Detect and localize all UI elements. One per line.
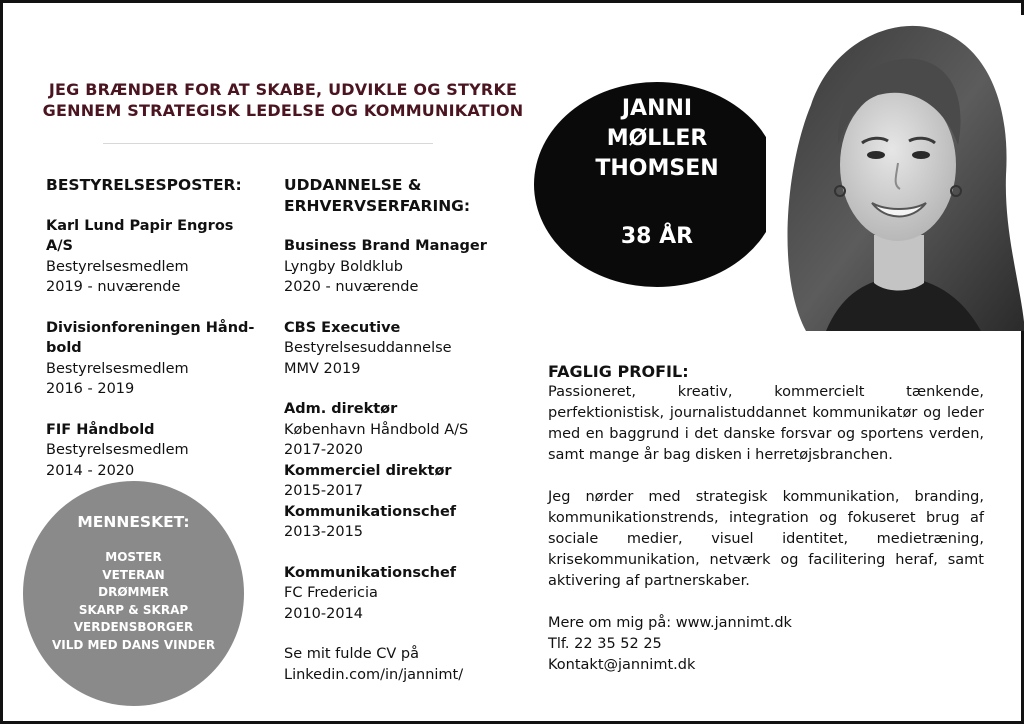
trait-item: VETERAN [102, 567, 165, 582]
education-heading: UDDANNELSE & [284, 176, 422, 194]
portrait-illustration [766, 15, 1024, 331]
experience-detail: 2015-2017 [284, 483, 364, 499]
board-org: FIF Håndbold [46, 421, 155, 438]
profile-heading: FAGLIG PROFIL: [548, 362, 689, 381]
tagline-line-2: GENNEM STRATEGISK LEDELSE OG KOMMUNIKATION [42, 101, 524, 120]
board-entry [46, 216, 261, 298]
board-org: Karl Lund Papir Engros A/S [46, 217, 234, 254]
contact-email[interactable]: Kontakt@jannimt.dk [548, 657, 696, 673]
experience-title: Adm. direktør [284, 401, 398, 417]
trait-item: VERDENSBORGER [73, 620, 194, 634]
tagline-line-1: JEG BRÆNDER FOR AT SKABE, UDVIKLE OG STYRKE [48, 80, 518, 99]
trait-item: DRØMMER [98, 585, 169, 599]
name-line: JANNI [621, 96, 693, 121]
experience-title: Kommunikationschef [284, 503, 457, 520]
human-title: MENNESKET: [77, 513, 190, 531]
profile-section [548, 361, 984, 676]
board-org: Divisionforeningen Hånd- [46, 319, 255, 336]
education-heading: ERHVERVSERFARING: [284, 196, 471, 215]
experience-title: CBS Executive [284, 319, 401, 336]
board-org: bold [46, 340, 82, 356]
board-entry [46, 420, 261, 482]
experience-title: Kommerciel direktør [284, 462, 452, 479]
experience-detail: Lyngby Boldklub [284, 258, 403, 275]
name-line: MØLLER [606, 126, 708, 151]
trait-item: MOSTER [105, 550, 162, 564]
board-period: 2019 - nuværende [46, 279, 181, 295]
experience-detail: MMV 2019 [284, 360, 361, 377]
board-role: Bestyrelsesmedlem [46, 258, 189, 275]
profile-paragraph: Jeg nørder med strategisk kommunikation, branding, kommunikationstrends, integration og fokuseret brug af sociale medier, visuel identitet, medietræning, krisekommunikation, netværk og facilitering heraf, samt aktivering af partnerskaber. [548, 489, 984, 589]
experience-detail: 2010-2014 [284, 605, 364, 622]
experience-entry [284, 563, 524, 625]
board-entry [46, 318, 261, 400]
education-section [284, 175, 524, 685]
experience-detail: Bestyrelsesuddannelse [284, 340, 452, 356]
experience-detail: 2017-2020 [284, 442, 364, 458]
name-line: THOMSEN [595, 156, 719, 181]
experience-detail: København Håndbold A/S [284, 421, 469, 438]
contact-phone: Tlf. 22 35 52 25 [548, 636, 662, 652]
experience-title: Business Brand Manager [284, 238, 487, 254]
board-period: 2016 - 2019 [46, 381, 135, 397]
experience-detail: FC Fredericia [284, 585, 378, 601]
board-role: Bestyrelsesmedlem [46, 442, 189, 458]
experience-entry [284, 399, 524, 461]
name-circle [534, 82, 780, 287]
board-section [46, 175, 261, 481]
experience-detail: 2013-2015 [284, 524, 364, 540]
board-heading: BESTYRELSESPOSTER: [46, 176, 242, 194]
portrait-photo [766, 15, 1024, 331]
contact-website[interactable]: Mere om mig på: www.jannimt.dk [548, 615, 792, 631]
board-role: Bestyrelsesmedlem [46, 360, 189, 377]
person-age: 38 ÅR [620, 224, 694, 249]
profile-paragraph: Passioneret, kreativ, kommercielt tænkende, perfektionistisk, journalistuddannet kommunikatør og leder med en baggrund i det danske forsvar og sportens verden, samt mange år bag disken i herretøjsbranchen. [548, 384, 984, 463]
experience-title: Kommunikationschef [284, 564, 457, 581]
trait-item: SKARP & SKRAP [78, 602, 189, 617]
experience-detail: 2020 - nuværende [284, 279, 419, 295]
tagline [23, 79, 543, 121]
board-period: 2014 - 2020 [46, 462, 135, 479]
human-circle [23, 481, 244, 706]
experience-entry [284, 461, 524, 502]
person-name [534, 94, 780, 184]
divider [103, 143, 433, 144]
experience-entry [284, 236, 524, 298]
linkedin-link[interactable]: Linkedin.com/in/jannimt/ [284, 666, 464, 683]
trait-item: VILD MED DANS VINDER [51, 637, 216, 652]
experience-entry [284, 502, 524, 543]
experience-entry [284, 318, 524, 380]
human-traits [23, 549, 244, 654]
cv-link-text: Se mit fulde CV på [284, 646, 419, 662]
